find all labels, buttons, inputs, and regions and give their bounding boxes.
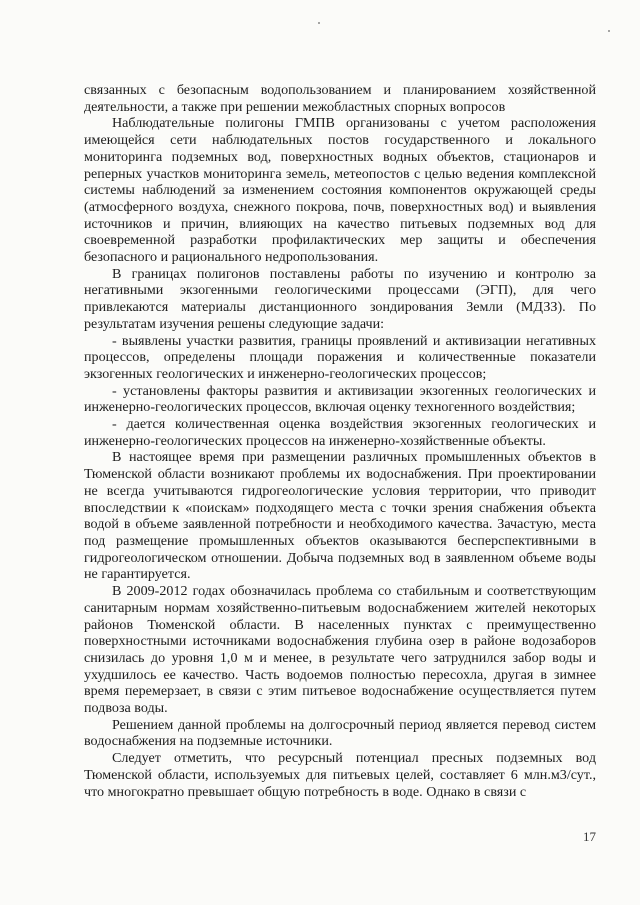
paragraph: Следует отметить, что ресурсный потенциал пресных подземных вод Тюменской области, используемых для питьевых целей, составляет 6 млн.м3/сут., что многократно превышает общую потребность в воде. Однако в связи с — [84, 750, 596, 800]
paragraph: В настоящее время при размещении различных промышленных объектов в Тюменской области возникают проблемы их водоснабжения. При проектировании не всегда учитываются гидрогеологические условия территории, что приводит впоследствии к «поискам» подходящего места с точки зрения снабжения объекта водой в объеме заявленной потребности и необходимого качества. Зачастую, места под размещение промышленных объектов оказываются бесперспективными в гидрогеологическом отношении. Добыча подземных вод в заявленном объеме воды не гарантируется. — [84, 449, 596, 583]
paragraph: Решением данной проблемы на долгосрочный период является перевод систем водоснабжения на подземные источники. — [84, 716, 596, 750]
scan-speck — [318, 22, 320, 24]
document-body — [84, 82, 596, 800]
page-number: 17 — [583, 829, 596, 844]
scan-speck — [608, 30, 610, 32]
paragraph: Наблюдательные полигоны ГМПВ организованы с учетом расположения имеющейся сети наблюдательных постов государственного и локального мониторинга подземных вод, поверхностных водных объектов, стационаров и реперных участков мониторинга земель, метеопостов с целью ведения комплексной системы наблюдений за изменением состояния компонентов окружающей среды (атмосферного воздуха, снежного покрова, почв, поверхностных вод) и выявления источников и причин, влияющих на качество питьевых подземных вод для своевременной разработки профилактических мер защиты и обеспечения безопасного и рационального недропользования. — [84, 115, 596, 266]
list-item: - дается количественная оценка воздействия экзогенных геологических и инженерно-геологических процессов на инженерно-хозяйственные объекты. — [84, 416, 596, 449]
list-item: - установлены факторы развития и активизации экзогенных геологических и инженерно-геологических процессов, включая оценку техногенного воздействия; — [84, 382, 596, 416]
paragraph: связанных с безопасным водопользованием и планированием хозяйственной деятельности, а также при решении межобластных спорных вопросов — [84, 82, 596, 115]
paragraph: В границах полигонов поставлены работы по изучению и контролю за негативными экзогенными геологическими процессами (ЭГП), для чего привлекаются материалы дистанционного зондирования Земли (МДЗЗ). По результатам изучения решены следующие задачи: — [84, 265, 596, 332]
list-item: - выявлены участки развития, границы проявлений и активизации негативных процессов, определены площади поражения и количественные показатели экзогенных геологических и инженерно-геологических процессов; — [84, 332, 596, 382]
paragraph: В 2009-2012 годах обозначилась проблема со стабильным и соответствующим санитарным нормам хозяйственно-питьевым водоснабжением жителей некоторых районов Тюменской области. В населенных пунктах с преимущественно поверхностными источниками водоснабжения глубина озер в районе водозаборов снизилась до уровня 1,0 м и менее, в результате чего затруднился забор воды и ухудшилось ее качество. Часть водоемов полностью пересохла, другая в зимнее время перемерзает, в связи с этим питьевое водоснабжение осуществляется путем подвоза воды. — [84, 583, 596, 717]
